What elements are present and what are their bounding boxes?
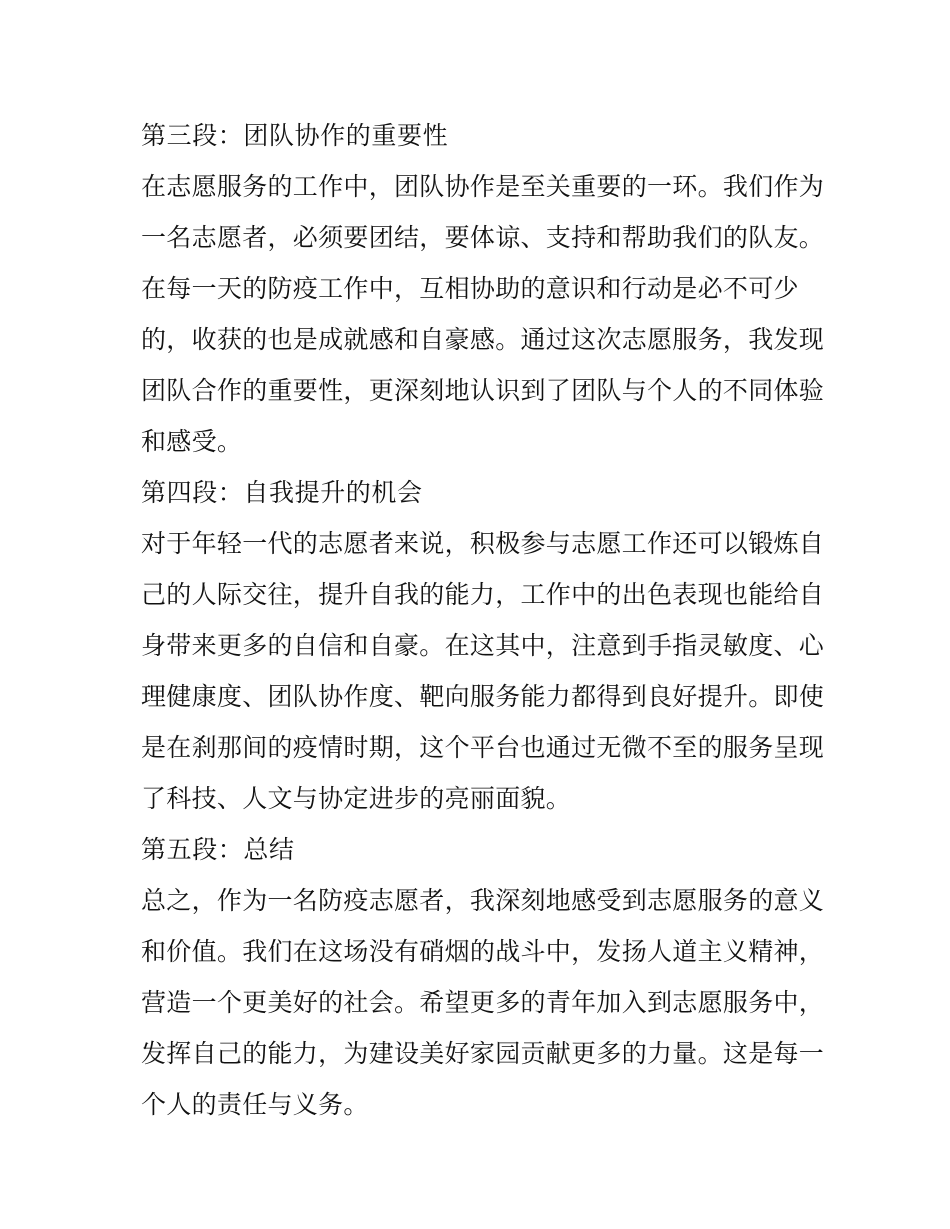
paragraph-line: 总之，作为一名防疫志愿者，我深刻地感受到志愿服务的意义 — [141, 886, 825, 915]
paragraph-line: 理健康度、团队协作度、靶向服务能力都得到良好提升。即使 — [141, 682, 825, 711]
paragraph-line: 和价值。我们在这场没有硝烟的战斗中，发扬人道主义精神， — [141, 937, 825, 966]
paragraph-line: 个人的责任与义务。 — [141, 1090, 369, 1119]
paragraph-line: 营造一个更美好的社会。希望更多的青年加入到志愿服务中， — [141, 988, 825, 1017]
paragraph-line: 是在刹那间的疫情时期，这个平台也通过无微不至的服务呈现 — [141, 733, 825, 762]
document-body — [141, 110, 825, 1130]
paragraph-line: 在每一天的防疫工作中，互相协助的意识和行动是必不可少 — [141, 274, 799, 303]
paragraph-line: 己的人际交往，提升自我的能力，工作中的出色表现也能给自 — [141, 580, 825, 609]
paragraph-line: 团队合作的重要性，更深刻地认识到了团队与个人的不同体验 — [141, 376, 825, 405]
section-heading-5: 第五段：总结 — [141, 835, 295, 864]
paragraph-line: 一名志愿者，必须要团结，要体谅、支持和帮助我们的队友。 — [141, 223, 825, 252]
paragraph-line: 在志愿服务的工作中，团队协作是至关重要的一环。我们作为 — [141, 172, 825, 201]
paragraph-line: 对于年轻一代的志愿者来说，积极参与志愿工作还可以锻炼自 — [141, 529, 825, 558]
section-heading-4: 第四段：自我提升的机会 — [141, 478, 423, 507]
paragraph-line: 的，收获的也是成就感和自豪感。通过这次志愿服务，我发现 — [141, 325, 825, 354]
paragraph-line: 和感受。 — [141, 427, 243, 456]
section-heading-3: 第三段：团队协作的重要性 — [141, 121, 449, 150]
paragraph-line: 了科技、人文与协定进步的亮丽面貌。 — [141, 784, 572, 813]
paragraph-line: 发挥自己的能力，为建设美好家园贡献更多的力量。这是每一 — [141, 1039, 825, 1068]
paragraph-line: 身带来更多的自信和自豪。在这其中，注意到手指灵敏度、心 — [141, 631, 825, 660]
